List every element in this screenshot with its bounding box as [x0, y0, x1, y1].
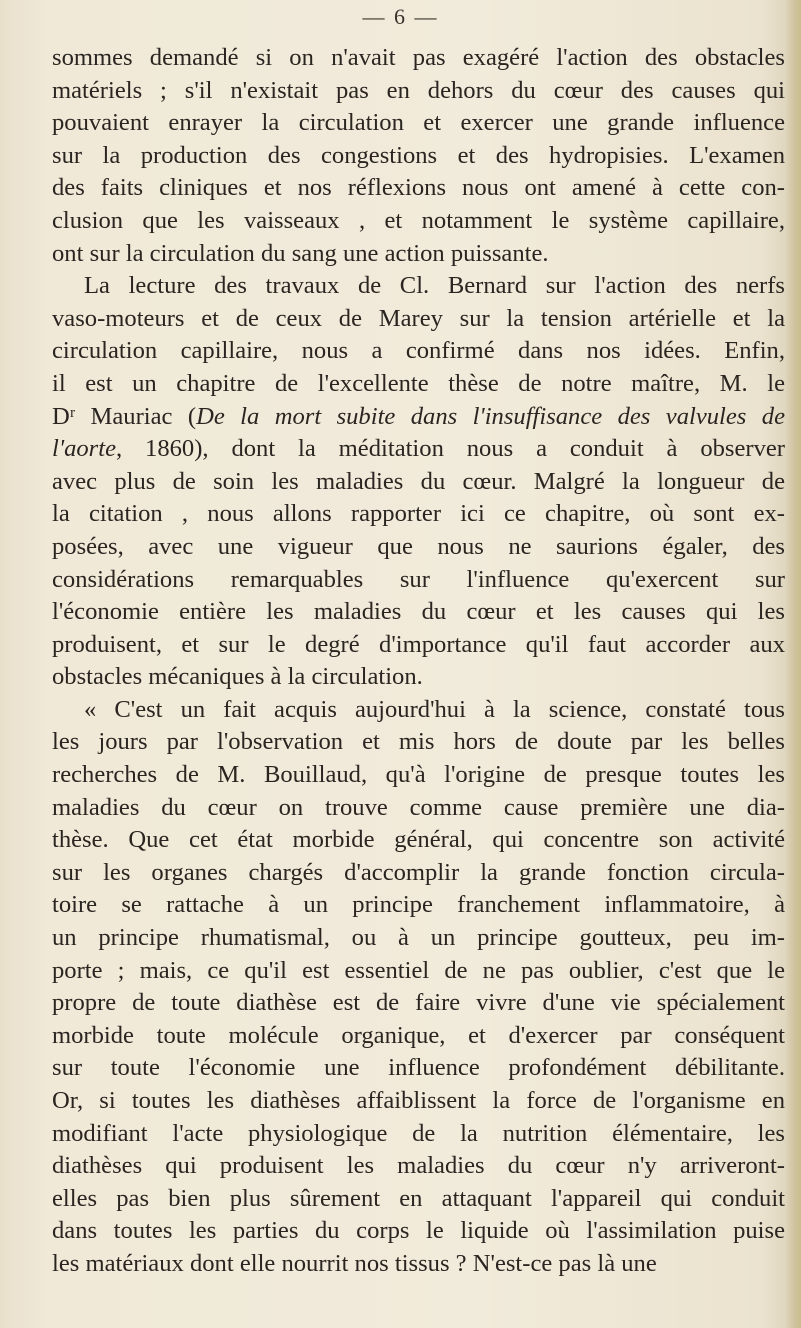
text-segment: Dʳ Mauriac (: [52, 402, 197, 430]
text-line: produisent, et sur le degré d'importance qu'il faut accorder aux: [52, 630, 785, 658]
text-line: sur les organes chargés d'accomplir la grande fonction circula-: [52, 858, 785, 886]
text-line: considérations remarquables sur l'influence qu'exercent sur: [52, 565, 785, 593]
text-line: clusion que les vaisseaux , et notamment le système capillaire,: [52, 206, 785, 234]
page-edge-shadow: [785, 0, 801, 1328]
text-line: [52, 401, 785, 434]
text-line: recherches de M. Bouillaud, qu'à l'origine de presque toutes les: [52, 761, 785, 789]
italic-title-segment: l'aorte: [52, 435, 117, 463]
text-line: toire se rattache à un principe franchement inflammatoire, à: [52, 891, 785, 919]
text-line: propre de toute diathèse est de faire vivre d'une vie spécialement: [52, 989, 785, 1017]
text-line: vaso-moteurs et de ceux de Marey sur la tension artérielle et la: [52, 304, 785, 332]
text-line: Or, si toutes les diathèses affaiblissent la force de l'organisme en: [52, 1087, 785, 1114]
text-line: obstacles mécaniques à la circulation.: [52, 663, 423, 691]
text-line: posées, avec une vigueur que nous ne saurions égaler, des: [52, 532, 785, 560]
text-line: la citation , nous allons rapporter ici ce chapitre, où sont ex-: [52, 500, 785, 528]
text-line: sur toute l'économie une influence profondément débilitante.: [52, 1054, 785, 1082]
text-line: dans toutes les parties du corps le liquide où l'assimilation puise: [52, 1217, 785, 1245]
text-line: l'économie entière les maladies du cœur et les causes qui les: [52, 598, 785, 626]
text-line: sur la production des congestions et des hydropisies. L'examen: [52, 141, 785, 169]
text-line: avec plus de soin les maladies du cœur. Malgré la longueur de: [52, 467, 785, 495]
text-line: les jours par l'observation et mis hors de doute par les belles: [52, 728, 785, 756]
text-line: « C'est un fait acquis aujourd'hui à la science, constaté tous: [84, 695, 785, 723]
text-line: il est un chapitre de l'excellente thèse de notre maître, M. le: [52, 369, 785, 397]
text-segment: , 1860), dont la méditation nous a conduit à observer: [116, 435, 785, 463]
text-line: des faits cliniques et nos réflexions nous ont amené à cette con-: [52, 174, 785, 202]
text-line: porte ; mais, ce qu'il est essentiel de ne pas oublier, c'est que le: [52, 956, 785, 984]
text-line: [52, 433, 785, 466]
text-line: matériels ; s'il n'existait pas en dehors du cœur des causes qui: [52, 76, 785, 104]
text-line: pouvaient enrayer la circulation et exercer une grande influence: [52, 109, 785, 137]
text-line: circulation capillaire, nous a confirmé dans nos idées. Enfin,: [52, 337, 785, 365]
text-line: modifiant l'acte physiologique de la nutrition élémentaire, les: [52, 1119, 785, 1147]
text-line: elles pas bien plus sûrement en attaquant l'appareil qui conduit: [52, 1184, 785, 1212]
text-line: thèse. Que cet état morbide général, qui concentre son activité: [52, 826, 785, 854]
text-line: un principe rhumatismal, ou à un principe goutteux, peu im-: [52, 924, 785, 952]
text-line: diathèses qui produisent les maladies du cœur n'y arriveront-: [52, 1152, 785, 1180]
page-number: — 6 —: [362, 4, 439, 29]
text-line: les matériaux dont elle nourrit nos tissus ? N'est-ce pas là une: [52, 1249, 657, 1277]
body-text: [52, 42, 785, 1281]
text-line: morbide toute molécule organique, et d'exercer par conséquent: [52, 1021, 785, 1049]
text-line: La lecture des travaux de Cl. Bernard sur l'action des nerfs: [84, 272, 785, 300]
italic-title-segment: De la mort subite dans l'insuffisance des valvules de: [196, 402, 785, 430]
text-line: maladies du cœur on trouve comme cause première une dia-: [52, 793, 785, 821]
text-line: sommes demandé si on n'avait pas exagéré l'action des obstacles: [52, 44, 785, 71]
text-line: ont sur la circulation du sang une action puissante.: [52, 239, 549, 267]
